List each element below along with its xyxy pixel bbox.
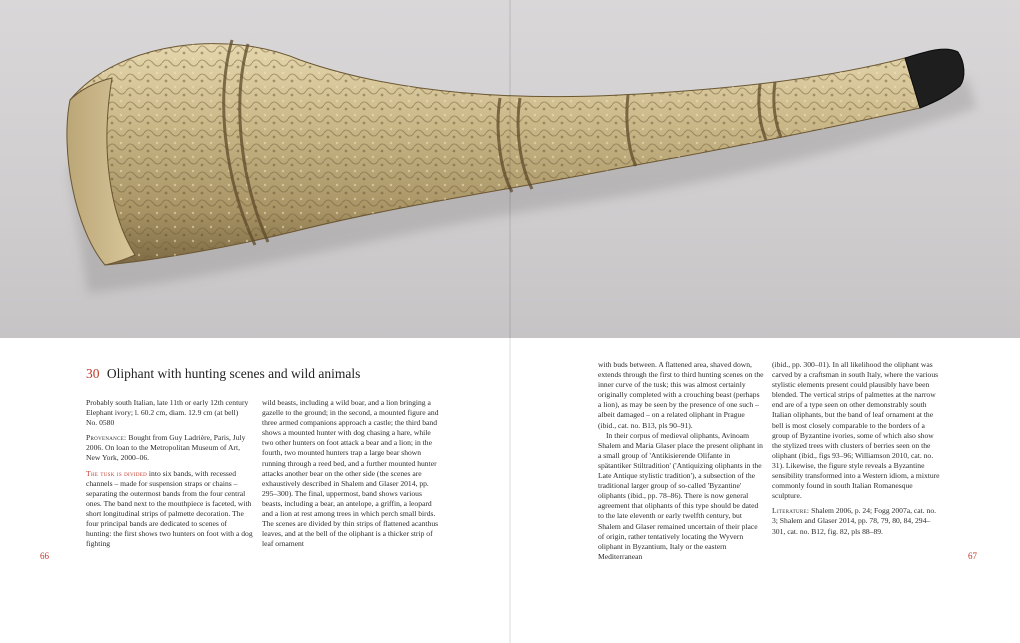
body-text-1: into six bands, with recessed channels – made for suspension straps or chains – separating the outermost bands from the four central ones. The band next to the mouthpiece is faceted, with short longitudinal strips of palmette decoration. The four principal bands are dedicated to scenes of hunting: the first shows two hunters on foot with a dog fighting	[86, 468, 253, 549]
column-2	[262, 398, 442, 549]
provenance-text: Bought from Guy Ladrière, Paris, July 2006. On loan to the Metropolitan Museum of Art, New York, 2000–06.	[86, 433, 246, 463]
body-paragraph-2: wild beasts, including a wild boar, and a lion bringing a gazelle to the ground; in the second, a mounted figure and three armed companions approach a castle; the third band shows a mounted hunter with dog chasing a hare, while two other hunters on foot attack a bear and a lion; in the fourth, two mounted hunters trap a large bear shown running through a reed bed, and a further mounted hunter attacks another bear on the other side (the scenes are exhaustively described in Shalem and Glaser 2014, pp. 295–300). The final, uppermost, band shows various beasts, including a bear, an antelope, a griffin, a leopard and a lion at rest among trees in which perch small birds. The scenes are divided by thin strips of flattened acanthus leaves, and at the bell of the oliphant is a thicker strip of leaf ornament	[262, 398, 439, 549]
body-paragraph-5: (ibid., pp. 300–01). In all likelihood the oliphant was carved by a craftsman in south Italy, where the various stylistic elements present could plausibly have been blended. The vertical strips of palmettes at the narrow end are of a type seen on other demonstrably south Italian oliphants, but the band of leaf ornament at the bell is most closely comparable to the borders of a group of Byzantine ivories, some of which also show the stylized trees with clusters of berries seen on the oliphant (ibid., figs 93–96; Williamson 2010, cat. no. 31). Likewise, the figure style reveals a Byzantine sensibility transformed into a Western idiom, a mixture commonly found in south Italian Romanesque sculpture.	[772, 360, 940, 501]
page-number-left: 66	[40, 551, 49, 561]
body-paragraph-1	[86, 469, 254, 550]
literature	[772, 506, 942, 536]
body-paragraph-4: In their corpus of medieval oliphants, Avinoam Shalem and Maria Glaser place the present oliphant in a small group of 'Antikisierende Olifante in spätantiker Stiltradition' ('Antiquizing oliphants in the Late Antique stylistic tradition'), a subsection of the traditional larger group of so-called 'Byzantine' oliphants (ibid., pp. 78–86). There is now general agreement that oliphants of this type should be dated to the late eleventh or early twelfth century, but Shalem and Glaser remained uncertain of their place of origin, rather tentatively locating the Wyvern oliphant in Byzantium, Italy or the eastern Mediterranean	[598, 430, 763, 561]
meta-origin: Probably south Italian, late 11th or early 12th century	[86, 398, 249, 407]
literature-text: Shalem 2006, p. 24; Fogg 2007a, cat. no. 3; Shalem and Glaser 2014, pp. 78, 79, 80, 84, 294–301, cat. no. B12, fig. 82, pls 88–89.	[772, 506, 937, 536]
catalogue-number: 30	[86, 366, 100, 381]
page-number-right: 67	[968, 551, 977, 561]
column-1	[86, 398, 254, 549]
column-4	[772, 360, 942, 537]
provenance-label: Provenance:	[86, 433, 127, 443]
entry-title	[86, 366, 360, 382]
column-3	[598, 360, 764, 562]
meta-medium: Elephant ivory; l. 60.2 cm, diam. 12.9 cm (at bell)	[86, 408, 239, 418]
title-text: Oliphant with hunting scenes and wild animals	[106, 366, 361, 381]
body-paragraph-3: with buds between. A flattened area, shaved down, extends through the first to third hunting scenes on the inner curve of the tusk; this was almost certainly originally completed with a crouching beast (perhaps a lion), as may be seen by the presence of one such – albeit damaged – on a related oliphant in Prague (ibid., cat. no. B13, pls 90–91).	[598, 360, 764, 430]
provenance	[86, 433, 254, 463]
meta-number: No. 0580	[86, 418, 115, 428]
page-gutter	[509, 0, 511, 643]
lead-in: The tusk is divided	[86, 468, 148, 478]
literature-label: Literature:	[772, 506, 810, 516]
